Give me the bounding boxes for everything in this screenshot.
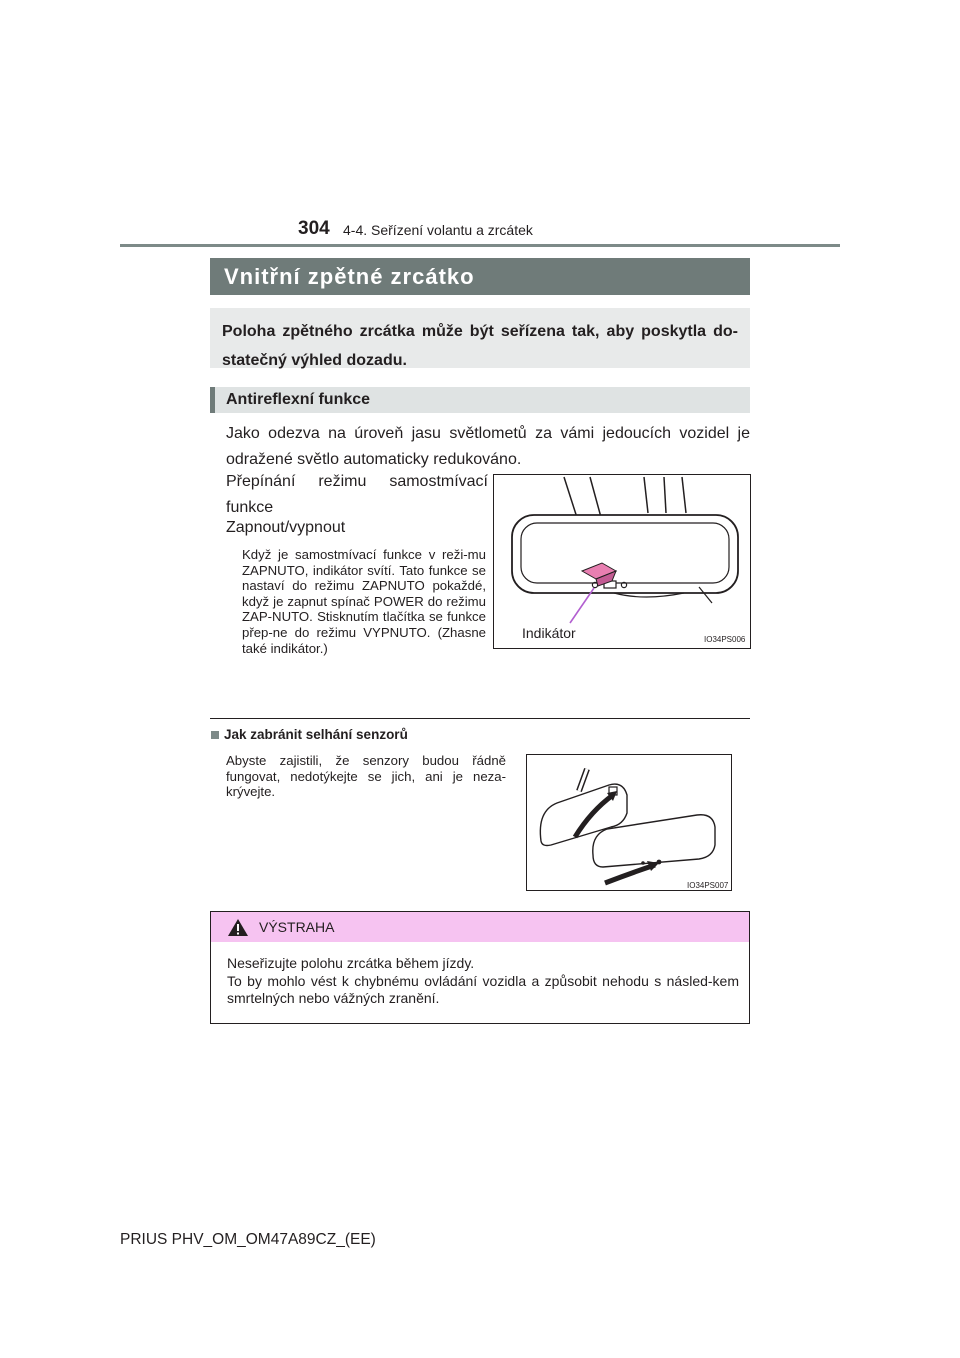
mode-label: Přepínání režimu samostmívací funkce bbox=[226, 473, 488, 516]
warning-title: VÝSTRAHA bbox=[259, 919, 335, 935]
warning-header bbox=[211, 912, 749, 942]
warning-triangle-icon bbox=[227, 918, 249, 937]
bullet-square-icon bbox=[211, 731, 219, 739]
subheading-antireflex: Antireflexní funkce bbox=[210, 387, 750, 413]
figure2-code: IO34PS007 bbox=[687, 881, 729, 890]
warning-line-2: To by mohlo vést k chybnému ovládání vozidla a způsobit nehodu s násled-kem smrtelných nebo vážných zranění. bbox=[227, 972, 739, 1006]
intro-text: Poloha zpětného zrcátka může být seřízena tak, aby poskytla do-statečný výhled dozadu. bbox=[222, 323, 738, 369]
antireflex-note: Když je samostmívací funkce v reži-mu ZAPNUTO, indikátor svítí. Tato funkce se nastaví do režimu ZAPNUTO pokaždé, když je zapnut spínač POWER do režimu ZAP-NUTO. Stisknutím tlačítka se funkce přep-ne do režimu VYPNUTO. (Zhasne také indikátor.) bbox=[242, 547, 486, 656]
intro-box bbox=[210, 308, 750, 368]
sensor-illustration bbox=[527, 755, 731, 890]
antireflex-paragraph: Jako odezva na úroveň jasu světlometů za vámi jedoucích vozidel je odražené světlo automaticky redukováno. bbox=[226, 425, 750, 468]
warning-text bbox=[227, 955, 739, 1008]
warning-box bbox=[210, 911, 750, 1024]
header-rule bbox=[120, 244, 840, 247]
section-divider bbox=[210, 718, 750, 719]
sensor-figure bbox=[526, 754, 732, 891]
footer-code: PRIUS PHV_OM_OM47A89CZ_(EE) bbox=[120, 1231, 376, 1248]
page-title: Vnitřní zpětné zrcátko bbox=[210, 258, 750, 295]
toggle-label: Zapnout/vypnout bbox=[226, 519, 346, 536]
section-title: 4-4. Seřízení volantu a zrcátek bbox=[343, 222, 533, 238]
indicator-callout: Indikátor bbox=[522, 625, 576, 641]
sensors-heading-text: Jak zabránit selhání senzorů bbox=[224, 727, 408, 742]
sensors-heading bbox=[211, 727, 408, 742]
sensors-text: Abyste zajistili, že senzory budou řádně fungovat, nedotýkejte se jich, ani je neza-krývejte. bbox=[226, 753, 506, 800]
mirror-figure bbox=[493, 474, 751, 649]
figure1-code: IO34PS006 bbox=[704, 635, 746, 644]
mirror-illustration bbox=[494, 475, 750, 648]
warning-line-1: Neseřizujte polohu zrcátka během jízdy. bbox=[227, 955, 475, 971]
page-number: 304 bbox=[298, 218, 330, 239]
